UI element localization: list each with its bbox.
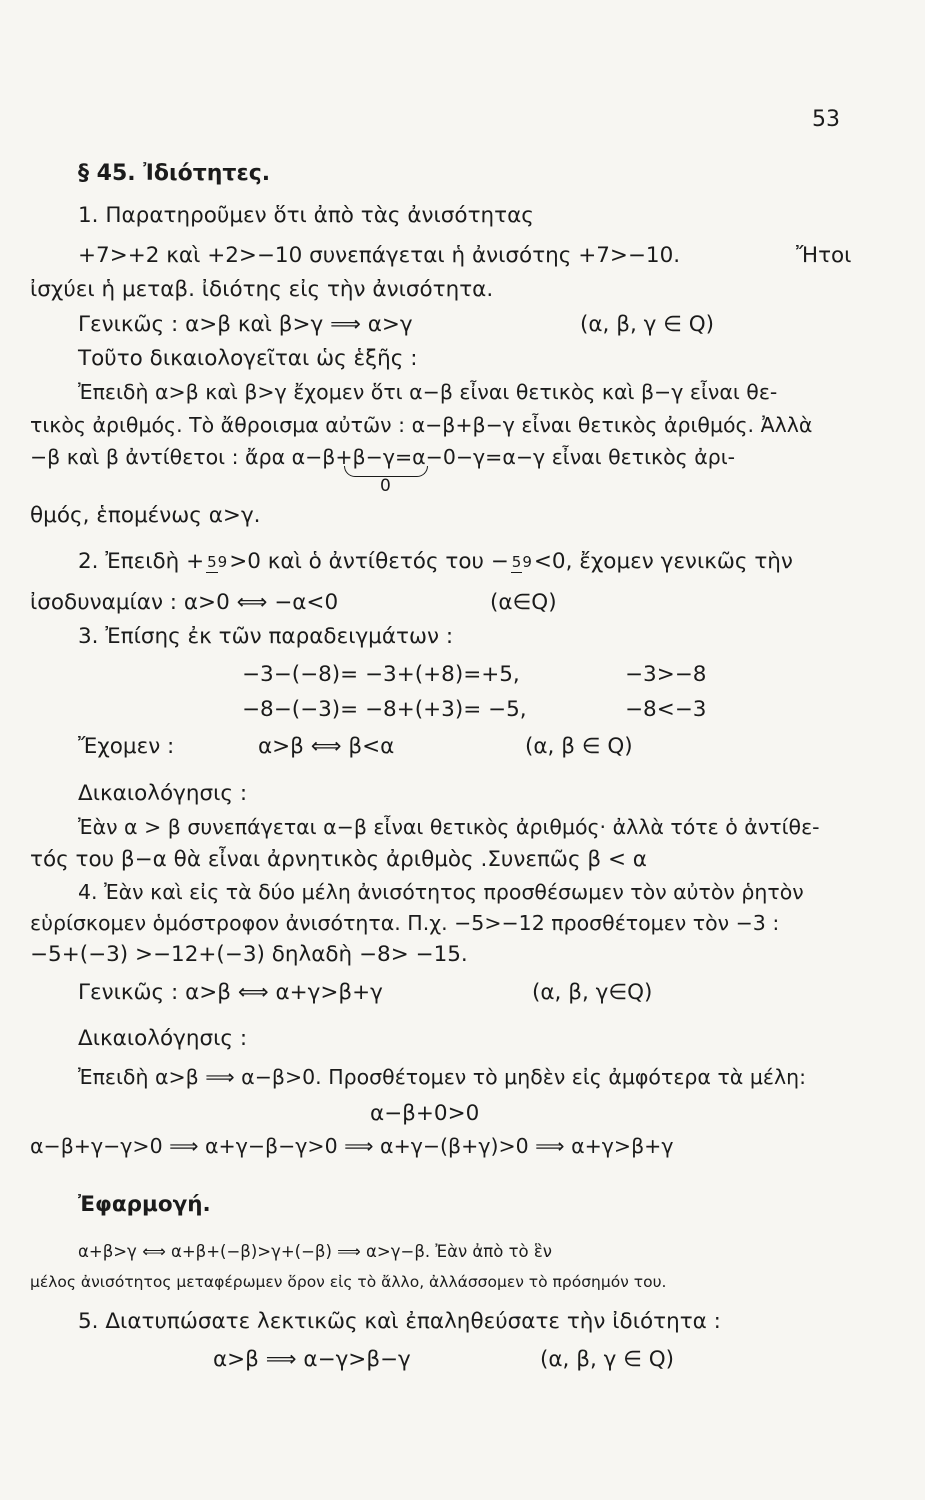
text-line: 2. Ἐπειδὴ + 59 >0 καὶ ὁ ἀντίθετός του − 59 <0, ἔχομεν γενικῶς τὴν bbox=[78, 549, 793, 575]
text-line: ἰσχύει ἡ μεταβ. ἰδιότης εἰς τὴν ἀνισότητα. bbox=[30, 277, 494, 302]
text-line: εὑρίσκομεν ὁμόστροφον ἀνισότητα. Π.χ. −5>−12 προσθέτομεν τὸν −3 : bbox=[30, 911, 780, 935]
formula-line: −8<−3 bbox=[625, 697, 707, 722]
formula-domain: (α∈Q) bbox=[490, 590, 557, 615]
text-line: 1. Παρατηροῦμεν ὅτι ἀπὸ τὰς ἀνισότητας bbox=[78, 203, 534, 228]
application-heading: Ἐφαρμογή. bbox=[78, 1192, 211, 1217]
text-line: 4. Ἐὰν καὶ εἰς τὰ δύο μέλη ἀνισότητος προσθέσωμεν τὸν αὐτὸν ῥητὸν bbox=[78, 880, 804, 904]
formula-domain: (α, β, γ ∈ Q) bbox=[580, 312, 715, 337]
text-line: 3. Ἐπίσης ἐκ τῶν παραδειγμάτων : bbox=[78, 624, 454, 649]
text-line: Τοῦτο δικαιολογεῖται ὡς ἑξῆς : bbox=[78, 346, 418, 371]
formula-line: α>β ⟺ β<α bbox=[258, 734, 395, 759]
text-line: Ἐπειδὴ α>β καὶ β>γ ἔχομεν ὅτι α−β εἶναι θετικὸς καὶ β−γ εἶναι θε- bbox=[78, 380, 778, 404]
page-number: 53 bbox=[812, 107, 840, 132]
text-line: Ἤτοι bbox=[796, 243, 852, 268]
text-line: Ἐὰν α > β συνεπάγεται α−β εἶναι θετικὸς ἀριθμός· ἀλλὰ τότε ὁ ἀντίθε- bbox=[78, 815, 820, 839]
text-line: τός του β−α θὰ εἶναι ἀρνητικὸς ἀριθμὸς .Συνεπῶς β < α bbox=[30, 847, 647, 872]
text-line: τικὸς ἀριθμός. Τὸ ἄθροισμα αὐτῶν : α−β+β−γ εἶναι θετικὸς ἀριθμός. Ἀλλὰ bbox=[30, 413, 813, 437]
text-line: 5. Διατυπώσατε λεκτικῶς καὶ ἐπαληθεύσατε τὴν ἰδιότητα : bbox=[78, 1309, 721, 1334]
formula-line: α>β ⟹ α−γ>β−γ bbox=[213, 1347, 411, 1372]
formula-line: −8−(−3)= −8+(+3)= −5, bbox=[242, 697, 527, 722]
formula-domain: (α, β, γ∈Q) bbox=[532, 980, 653, 1005]
text-line: θμός, ἑπομένως α>γ. bbox=[30, 503, 261, 528]
text-line: Ἔχομεν : bbox=[78, 734, 175, 759]
fraction: 59 bbox=[207, 552, 228, 571]
fraction: 59 bbox=[511, 552, 532, 571]
cancelled-term: −β+β bbox=[305, 445, 366, 469]
text-line: −5+(−3) >−12+(−3) δηλαδὴ −8> −15. bbox=[30, 942, 468, 967]
formula-line: α−β+0>0 bbox=[370, 1101, 480, 1126]
formula-line: α−β+γ−γ>0 ⟹ α+γ−β−γ>0 ⟹ α+γ−(β+γ)>0 ⟹ α+γ>β+γ bbox=[30, 1134, 674, 1158]
formula-line: −3>−8 bbox=[625, 662, 707, 687]
section-heading: § 45. Ἰδιότητες. bbox=[78, 161, 271, 186]
text-line: Ἐπειδὴ α>β ⟹ α−β>0. Προσθέτομεν τὸ μηδὲν εἰς ἀμφότερα τὰ μέλη: bbox=[78, 1065, 806, 1089]
subheading: Δικαιολόγησις : bbox=[78, 1026, 248, 1051]
formula-line: Γενικῶς : α>β καὶ β>γ ⟹ α>γ bbox=[78, 312, 413, 337]
text-line: −β καὶ β ἀντίθετοι : ἄρα α−β+β−γ=α−0−γ=α−γ εἶναι θετικὸς ἀρι- bbox=[30, 445, 736, 469]
formula-line: ἰσοδυναμίαν : α>0 ⟺ −α<0 bbox=[30, 590, 339, 615]
underbrace-label: 0 bbox=[380, 476, 391, 496]
formula-domain: (α, β, γ ∈ Q) bbox=[540, 1347, 675, 1372]
application-line: α+β>γ ⟺ α+β+(−β)>γ+(−β) ⟹ α>γ−β. Ἐὰν ἀπὸ τὸ ἓν bbox=[78, 1242, 552, 1261]
subheading: Δικαιολόγησις : bbox=[78, 781, 248, 806]
text-line: +7>+2 καὶ +2>−10 συνεπάγεται ἡ ἀνισότης +7>−10. bbox=[78, 243, 681, 268]
application-line: μέλος ἀνισότητος μεταφέρωμεν ὅρον εἰς τὸ ἄλλο, ἀλλάσσομεν τὸ πρόσημόν του. bbox=[30, 1273, 667, 1291]
formula-line: −3−(−8)= −3+(+8)=+5, bbox=[242, 662, 520, 687]
formula-line: Γενικῶς : α>β ⟺ α+γ>β+γ bbox=[78, 980, 383, 1005]
formula-domain: (α, β ∈ Q) bbox=[525, 734, 633, 759]
